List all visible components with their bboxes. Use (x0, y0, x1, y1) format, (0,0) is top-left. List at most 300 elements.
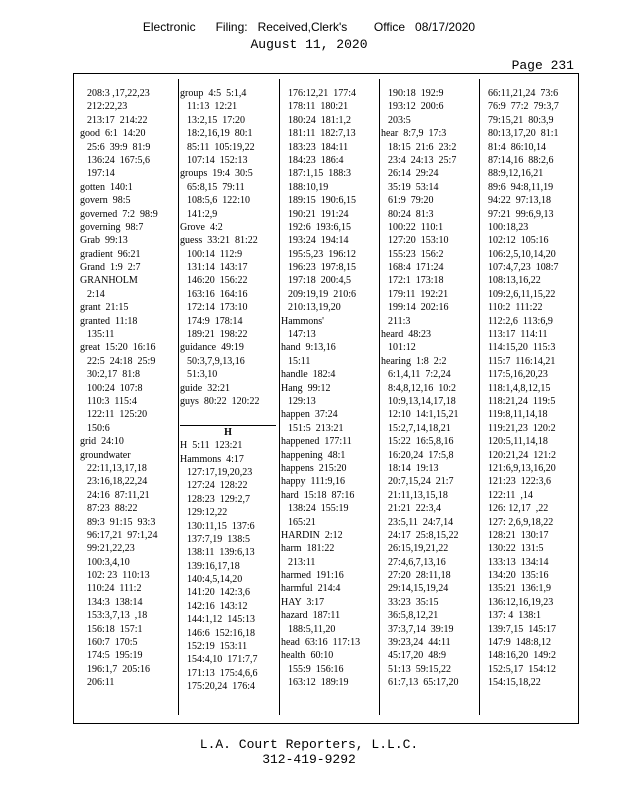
index-reference-line (180, 100, 276, 113)
index-reference-line (180, 520, 276, 533)
index-entry (281, 582, 377, 595)
index-reference-line (281, 274, 377, 287)
index-entry (80, 248, 176, 261)
filing-stamp: Electronic Filing: Received,Clerk's Office 08/17/2020 (142, 20, 476, 34)
index-reference-line (80, 582, 176, 595)
page-line-refs: 63:16 117:13 (299, 637, 361, 649)
page-line-refs: 24:16 87:11,21 (87, 489, 150, 501)
transcript-date: August 11, 2020 (250, 37, 368, 52)
page-line-refs: 197:18 200:4,5 (288, 275, 352, 287)
index-word: govern (80, 195, 108, 207)
page-line-refs: 96:21 (112, 248, 141, 260)
index-entry (180, 395, 276, 408)
page-line-refs: 119:8,11,14,18 (488, 409, 548, 421)
index-reference-line (180, 573, 276, 586)
index-reference-line (80, 408, 176, 421)
index-reference-line (180, 546, 276, 559)
page-line-refs: 148:16,20 149:2 (488, 650, 557, 662)
page-line-refs: 11:13 12:21 (187, 101, 238, 113)
page-line-refs: 154:4,10 171:7,7 (187, 654, 258, 666)
index-column-4 (381, 87, 477, 690)
index-reference-line (80, 100, 176, 113)
page-line-refs: 188:10,19 (288, 181, 329, 193)
index-reference-line (481, 569, 577, 582)
column-divider (379, 79, 380, 715)
index-word: harmed (281, 570, 311, 582)
index-reference-line (381, 301, 477, 314)
index-word: gradient (80, 248, 113, 260)
page-line-refs: 110:3 115:4 (87, 395, 137, 407)
index-word: guide (180, 382, 203, 394)
page-line-refs: 192:6 193:6,15 (288, 221, 352, 233)
page-line-refs: 122:11 ,14 (488, 489, 533, 501)
index-entry (80, 208, 176, 221)
index-reference-line (180, 328, 276, 341)
index-word: grant (80, 302, 101, 314)
page-line-refs: 208:3 ,17,22,23 (87, 88, 150, 99)
index-reference-line (381, 208, 477, 221)
page-line-refs: 136:12,16,19,23 (488, 596, 554, 608)
page-line-refs: 152:19 153:11 (187, 641, 248, 653)
page-line-refs: 135:11 (87, 329, 115, 341)
page-line-refs: 112:2,6 113:6,9 (488, 315, 553, 327)
index-reference-line (481, 181, 577, 194)
page-line-refs: 22:5 24:18 25:9 (87, 355, 156, 367)
page-line-refs: 33:21 81:22 (202, 235, 258, 247)
index-reference-line (80, 542, 176, 555)
index-word: harmful (281, 583, 313, 595)
index-reference-line (381, 449, 477, 462)
page-line-refs: 182:4 (307, 369, 336, 381)
index-column-1 (80, 87, 176, 690)
index-reference-line (481, 154, 577, 167)
page-line-refs: 138:11 139:6,13 (187, 547, 255, 559)
index-reference-line (281, 502, 377, 515)
page-line-refs: 4:17 (221, 453, 244, 465)
index-reference-line (481, 368, 577, 381)
index-word: gotten (80, 181, 105, 193)
index-reference-line (180, 640, 276, 653)
page-line-refs: 23:4 24:13 25:7 (388, 154, 457, 166)
index-entry (180, 453, 276, 466)
index-reference-line (481, 542, 577, 555)
index-reference-line (80, 516, 176, 529)
page-line-refs: 48:1 (322, 449, 346, 461)
page-line-refs: 214:4 (312, 583, 341, 595)
index-reference-line (381, 100, 477, 113)
page-line-refs: 4:2 (205, 221, 223, 233)
index-entry (281, 341, 377, 354)
index-entry (281, 542, 377, 555)
page-line-refs: 176:12,21 177:4 (288, 88, 357, 99)
index-reference-line (281, 114, 377, 127)
page-line-refs: 60:10 (305, 650, 334, 662)
index-reference-line (180, 613, 276, 626)
index-word: Grand (80, 262, 105, 274)
index-reference-line (481, 422, 577, 435)
index-reference-line (481, 355, 577, 368)
page-line-refs: 94:22 97:13,18 (488, 195, 552, 207)
index-reference-line (281, 87, 377, 100)
index-reference-line (180, 301, 276, 314)
index-word: grid (80, 436, 97, 448)
page-line-refs: 100:18,23 (488, 221, 529, 233)
index-reference-line (481, 87, 577, 100)
index-entry (80, 194, 176, 207)
index-reference-line (281, 395, 377, 408)
index-reference-line (80, 167, 176, 180)
index-reference-line (481, 529, 577, 542)
page-line-refs: 163:16 164:16 (187, 288, 248, 300)
page-line-refs: 199:14 202:16 (388, 302, 449, 314)
page-line-refs: 175:20,24 176:4 (187, 681, 256, 693)
page-line-refs: 15:18 87:16 (298, 489, 355, 501)
page-line-refs: 18:14 19:13 (388, 462, 439, 474)
page-line-refs: 197:14 (87, 168, 115, 180)
page-line-refs: 12:10 14:1,15,21 (388, 409, 459, 421)
page-line-refs: 213:11 (288, 556, 316, 568)
index-reference-line (281, 208, 377, 221)
page-line-refs: 110:24 111:2 (87, 583, 142, 595)
page-line-refs: 7:2 98:9 (117, 208, 158, 220)
index-word: health (281, 650, 306, 662)
index-reference-line (80, 502, 176, 515)
index-reference-line (481, 221, 577, 234)
index-reference-line (281, 663, 377, 676)
index-word: Hammons (180, 453, 222, 465)
index-entry (180, 341, 276, 354)
index-entry (180, 87, 276, 100)
page-line-refs: 35:19 53:14 (388, 181, 439, 193)
index-word: good (80, 128, 100, 140)
page-line-refs: 190:21 191:24 (288, 208, 349, 220)
page-line-refs: 141:20 142:3,6 (187, 587, 251, 599)
page-line-refs: 114:15,20 115:3 (488, 342, 556, 354)
page-line-refs: 20:7,15,24 21:7 (388, 476, 454, 488)
page-line-refs: 131:14 143:17 (187, 262, 248, 274)
index-reference-line (381, 663, 477, 676)
index-reference-line (481, 623, 577, 636)
index-reference-line (80, 529, 176, 542)
index-reference-line (381, 408, 477, 421)
index-word: happens (281, 462, 314, 474)
index-reference-line (381, 676, 477, 689)
index-reference-line (481, 100, 577, 113)
index-reference-line (281, 154, 377, 167)
page-line-refs: 135:21 136:1,9 (488, 583, 552, 595)
page-line-refs: 147:9 148:8,12 (488, 637, 552, 649)
index-reference-line (481, 609, 577, 622)
page-line-refs: 51:13 59:15,22 (388, 663, 452, 675)
page-line-refs: 48:23 (403, 329, 431, 341)
page-line-refs: 2:14 (87, 288, 105, 300)
page-line-refs: 174:5 195:19 (87, 650, 143, 662)
page-line-refs: 9:13,16 (300, 342, 336, 354)
index-entry (180, 167, 276, 180)
page-line-refs: 144:1,12 145:13 (187, 614, 256, 626)
index-reference-line (180, 667, 276, 680)
page-line-refs: 61:9 79:20 (388, 195, 434, 207)
page-line-refs: 5:11 123:21 (187, 440, 243, 452)
index-reference-line (180, 315, 276, 328)
index-reference-line (381, 516, 477, 529)
index-word: harm (281, 543, 302, 555)
index-reference-line (381, 261, 477, 274)
page-line-refs: 187:11 (307, 610, 341, 622)
page-line-refs: 102: 23 110:13 (87, 570, 150, 582)
index-word: HAY (281, 596, 302, 608)
page-line-refs: 122:11 125:20 (87, 409, 148, 421)
index-word: great (80, 342, 100, 354)
index-entry (381, 127, 477, 140)
page-line-refs: 99:12 (302, 382, 331, 394)
page-line-refs: 101:12 (388, 342, 416, 354)
page-line-refs: 118:1,4,8,12,15 (488, 382, 551, 394)
index-reference-line (381, 475, 477, 488)
index-word: Grove (180, 221, 205, 233)
index-reference-line (80, 676, 176, 689)
index-word: groundwater (80, 449, 131, 461)
page-line-refs: 141:2,9 (187, 208, 218, 220)
index-reference-line (80, 475, 176, 488)
page-line-refs: 129:13 (288, 395, 316, 407)
page-line-refs: 134:3 138:14 (87, 596, 143, 608)
index-reference-line (180, 600, 276, 613)
index-reference-line (381, 315, 477, 328)
index-reference-line (281, 516, 377, 529)
page-line-refs: 80:13,17,20 81:1 (488, 128, 559, 140)
page-line-refs: 177:11 (319, 436, 352, 448)
index-entry (80, 274, 176, 287)
page-line-refs: 18:2,16,19 80:1 (187, 128, 253, 140)
index-reference-line (381, 462, 477, 475)
index-entry (80, 261, 176, 274)
page-line-refs: 100:24 107:8 (87, 382, 143, 394)
index-entry (80, 341, 176, 354)
index-reference-line (481, 489, 577, 502)
index-reference-line (381, 341, 477, 354)
page-line-refs: 100:14 112:9 (187, 248, 243, 260)
page-line-refs: 174:9 178:14 (187, 315, 243, 327)
page-line-refs: 30:2,17 81:8 (87, 369, 141, 381)
page-line-refs: 127:17,19,20,23 (187, 466, 253, 478)
index-entry (80, 449, 176, 462)
index-reference-line (381, 194, 477, 207)
page-line-refs: 16:20,24 17:5,8 (388, 449, 454, 461)
section-letter: H (180, 425, 276, 439)
index-reference-line (180, 194, 276, 207)
index-entry (80, 315, 176, 328)
index-reference-line (481, 315, 577, 328)
page-line-refs: 137: 4 138:1 (488, 610, 542, 622)
page-line-refs: 128:21 130:17 (488, 529, 549, 541)
page-line-refs: 183:23 184:11 (288, 141, 349, 153)
index-reference-line (481, 475, 577, 488)
page-line-refs: 89:6 94:8,11,19 (488, 181, 554, 193)
page-line-refs: 61:7,13 65:17,20 (388, 677, 459, 689)
page-line-refs: 191:16 (311, 570, 344, 582)
index-word: group (180, 88, 204, 99)
index-reference-line (381, 542, 477, 555)
index-reference-line (180, 261, 276, 274)
page-line-refs: 193:12 200:6 (388, 101, 444, 113)
page-line-refs: 215:20 (313, 462, 347, 474)
page-line-refs: 51:3,10 (187, 369, 218, 381)
index-word: happen (281, 409, 310, 421)
index-word: happening (281, 449, 323, 461)
index-entry (281, 636, 377, 649)
index-reference-line (281, 422, 377, 435)
page-line-refs: 4:5 5:1,4 (203, 88, 247, 99)
index-entry (80, 234, 176, 247)
page-line-refs: 118:21,24 119:5 (488, 395, 556, 407)
index-reference-line (180, 627, 276, 640)
index-reference-line (481, 676, 577, 689)
page-line-refs: 120:5,11,14,18 (488, 436, 548, 448)
index-reference-line (180, 288, 276, 301)
page-line-refs: 22:11,13,17,18 (87, 462, 147, 474)
index-column-5 (481, 87, 577, 690)
index-reference-line (381, 582, 477, 595)
page-line-refs: 171:13 175:4,6,6 (187, 667, 258, 679)
page-line-refs: 79:15,21 80:3,9 (488, 114, 554, 126)
index-reference-line (281, 221, 377, 234)
page-line-refs: 29:14,15,19,24 (388, 583, 449, 595)
index-reference-line (481, 408, 577, 421)
index-reference-line (481, 328, 577, 341)
index-word: granted (80, 315, 110, 327)
page-line-refs: 2:12 (319, 529, 343, 541)
index-reference-line (381, 234, 477, 247)
page-line-refs: 155:23 156:2 (388, 248, 444, 260)
index-entry (281, 382, 377, 395)
index-reference-line (180, 479, 276, 492)
index-word: hear (381, 128, 399, 140)
index-reference-line (180, 208, 276, 221)
index-entry (281, 408, 377, 421)
page-line-refs: 107:4,7,23 108:7 (488, 262, 559, 274)
page-line-refs: 106:2,5,10,14,20 (488, 248, 556, 260)
page-line-refs: 39:23,24 44:11 (388, 637, 451, 649)
index-entry (281, 489, 377, 502)
page-line-refs: 108:5,6 122:10 (187, 195, 251, 207)
index-reference-line (180, 355, 276, 368)
index-reference-line (481, 395, 577, 408)
page-line-refs: 193:24 194:14 (288, 235, 349, 247)
page-line-refs: 65:8,15 79:11 (187, 181, 245, 193)
index-reference-line (180, 248, 276, 261)
page-line-refs: 102:12 105:16 (488, 235, 549, 247)
page-line-refs: 146:6 152:16,18 (187, 627, 256, 639)
page-line-refs: 153:3,7,13 ,18 (87, 610, 148, 622)
index-reference-line (281, 355, 377, 368)
index-reference-line (381, 569, 477, 582)
index-entry (281, 609, 377, 622)
page-line-refs: 50:3,7,9,13,16 (187, 355, 245, 367)
index-reference-line (381, 435, 477, 448)
index-entry (180, 439, 276, 452)
page-line-refs: 130:11,15 137:6 (187, 520, 255, 532)
page-line-refs: 26:15,19,21,22 (388, 543, 449, 555)
page-line-refs: 147:13 (288, 329, 316, 341)
index-word: Hang (281, 382, 303, 394)
index-reference-line (481, 248, 577, 261)
index-reference-line (381, 221, 477, 234)
index-entry (80, 221, 176, 234)
index-reference-line (481, 382, 577, 395)
index-reference-line (180, 680, 276, 693)
page-line-refs: 150:6 (87, 422, 110, 434)
page-line-refs: 85:11 105:19,22 (187, 141, 255, 153)
index-reference-line (381, 167, 477, 180)
index-word: Grab (80, 235, 100, 247)
page-line-refs: 181:11 182:7,13 (288, 128, 356, 140)
page-line-refs: 140:1 (105, 181, 133, 193)
index-reference-line (381, 636, 477, 649)
index-reference-line (180, 586, 276, 599)
page-line-refs: 184:23 186:4 (288, 154, 344, 166)
page-line-refs: 19:4 30:5 (207, 168, 253, 180)
index-entry (281, 569, 377, 582)
index-entry (281, 649, 377, 662)
page-line-refs: 97:21 99:6,9,13 (488, 208, 554, 220)
page-line-refs: 6:1 14:20 (100, 128, 146, 140)
index-entry (80, 435, 176, 448)
index-word: H (180, 440, 188, 452)
index-reference-line (281, 623, 377, 636)
page-line-refs: 26:14 29:24 (388, 168, 439, 180)
index-reference-line (381, 154, 477, 167)
page-line-refs: 21:21 22:3,4 (388, 503, 442, 515)
index-reference-line (281, 234, 377, 247)
index-reference-line (80, 609, 176, 622)
index-entry (381, 328, 477, 341)
page-line-refs: 24:10 (96, 436, 124, 448)
page-line-refs: 139:16,17,18 (187, 560, 240, 572)
page-line-refs: 76:9 77:2 79:3,7 (488, 101, 559, 113)
page-line-refs: 1:9 2:7 (105, 262, 141, 274)
page-line-refs: 25:6 39:9 81:9 (87, 141, 151, 153)
page-line-refs: 189:15 190:6,15 (288, 195, 357, 207)
page-line-refs: 146:20 156:22 (187, 275, 248, 287)
index-reference-line (481, 114, 577, 127)
index-reference-line (381, 368, 477, 381)
page-line-refs: 213:17 214:22 (87, 114, 148, 126)
index-reference-line (281, 167, 377, 180)
index-reference-line (381, 248, 477, 261)
index-word: GRANHOLM (80, 275, 138, 287)
page-line-refs: 137:7,19 138:5 (187, 533, 251, 545)
index-reference-line (80, 288, 176, 301)
index-reference-line (281, 261, 377, 274)
index-reference-line (381, 395, 477, 408)
index-word: handle (281, 369, 308, 381)
reporter-company: L.A. Court Reporters, L.L.C. (199, 737, 419, 752)
index-reference-line (481, 596, 577, 609)
page-line-refs: 80:22 120:22 (198, 395, 260, 407)
page-line-refs: 179:11 192:21 (388, 288, 449, 300)
index-word: HARDIN (281, 529, 320, 541)
index-reference-line (281, 141, 377, 154)
index-reference-line (80, 596, 176, 609)
index-reference-line (381, 556, 477, 569)
index-reference-line (180, 493, 276, 506)
page-line-refs: 27:20 28:11,18 (388, 570, 451, 582)
page-line-refs: 212:22,23 (87, 101, 128, 113)
index-reference-line (481, 261, 577, 274)
page-line-refs: 203:5 (388, 114, 411, 126)
page-line-refs: 136:24 167:5,6 (87, 154, 151, 166)
